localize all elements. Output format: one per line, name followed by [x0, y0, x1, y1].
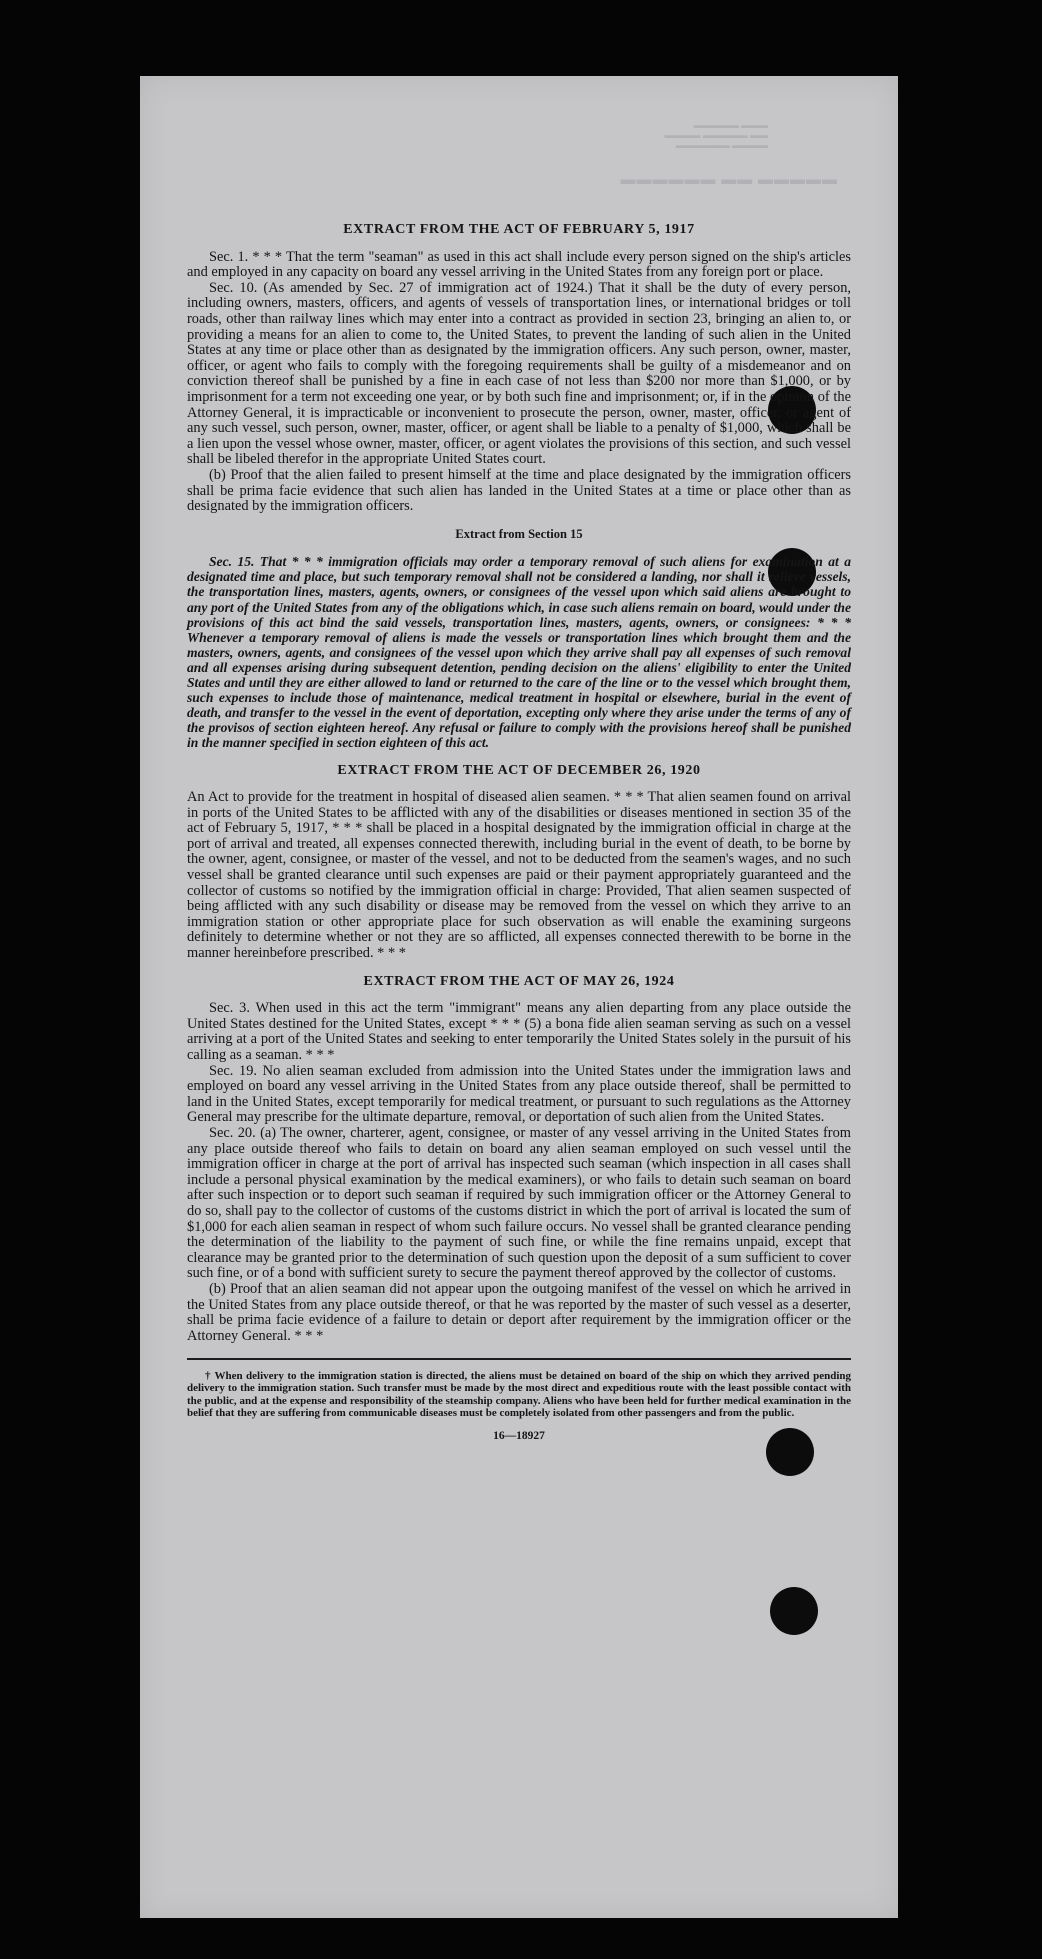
footnote-text: † When delivery to the immigration station is directed, the aliens must be detained on board of the ship on which they arrived pending delivery to the immigration station. Such transfer must be made by the most direct and expeditious route with the least possible contact with the public, and at the expense and responsibility of the steamship company. Aliens who have been held for further medical examination in the belief that they are suffering from communicable diseases must be completely isolated from other passengers and from the public. [187, 1370, 851, 1419]
document-page [140, 76, 898, 1918]
footnote-divider [187, 1358, 851, 1360]
paragraph-sec-3: Sec. 3. When used in this act the term "immigrant" means any alien departing from any place outside the United States destined for the United States, except * * * (5) a bona fide alien seaman serving as such on a vessel arriving at a port of the United States and seeking to enter temporarily the United States solely in the pursuit of his calling as a seaman. * * * [187, 1000, 851, 1063]
bleed-through-text: ▬▬▬▬▬ ▬▬▬ ▬▬▬▬ ▬▬▬▬▬ ▬▬ ▬▬▬▬▬▬ ▬▬▬▬ [664, 120, 768, 150]
heading-act-1917: EXTRACT FROM THE ACT OF FEBRUARY 5, 1917 [343, 222, 695, 237]
paragraph-sec-20-a: Sec. 20. (a) The owner, charterer, agent, consignee, or master of any vessel arriving in the United States from any place outside thereof who fails to detain on board any alien seaman employed on such vessel until the immigration officer in charge at the port of arrival has inspected such seaman (which inspection in all cases shall include a personal physical examination by the medical examiners), or who fails to detain such seaman on board after such inspection or to deport such seaman if required by such immigration officer or the Attorney General to do so, shall pay to the collector of customs of the customs district in which the port of arrival is located the sum of $1,000 for each alien seaman in respect of whom such failure occurs. No vessel shall be granted clearance pending the determination of the liability to the payment of such fine, or while the fine remains unpaid, except that clearance may be granted prior to the determination of such question upon the deposit of a sum sufficient to cover such fine, or of a bond with sufficient surety to secure the payment thereof approved by the collector of customs. [187, 1124, 851, 1282]
punch-hole [770, 1587, 818, 1635]
paragraph-sec-1: Sec. 1. * * * That the term "seaman" as used in this act shall include every person signed on the ship's articles and employed in any capacity on board any vessel arriving in the United States from any foreign port or place. [187, 248, 851, 281]
subheading-section-15: Extract from Section 15 [455, 526, 583, 541]
paragraph-sec-19: Sec. 19. No alien seaman excluded from admission into the United States under the immigration laws and employed on board any vessel arriving in the United States from any place outside thereof, shall be permitted to land in the United States, except temporarily for medical treatment, or pursuant to such regulations as the Attorney General may prescribe for the ultimate departure, removal, or deportation of such alien from the United States. [187, 1062, 851, 1126]
bleed-through-heading: ▬▬▬▬▬▬ ▬▬ ▬▬▬▬▬ [620, 172, 838, 188]
paragraph-sec-10-b: (b) Proof that the alien failed to present himself at the time and place designated by the immigration officers shall be prima facie evidence that such alien has landed in the United States at a time or place other than as designated by the immigration officers. [187, 466, 851, 515]
heading-act-1924: EXTRACT FROM THE ACT OF MAY 26, 1924 [363, 973, 675, 989]
footnote [187, 1370, 851, 1419]
paragraph-act-1920: An Act to provide for the treatment in hospital of diseased alien seamen. * * * That alien seamen found on arrival in ports of the United States to be afflicted with any of the disabilities or diseases mentioned in section 35 of the act of February 5, 1917, * * * shall be placed in a hospital designated by the immigration official in charge at the port of arrival and treated, all expenses connected therewith, including burial in the event of death, to be borne by the owner, agent, consignee, or master of the vessel, and not to be deducted from the seamen's wages, and no such vessel shall be granted clearance until such expenses are paid or their payment appropriately guaranteed and the collector of customs so notified by the immigration official in charge: Provided, That alien seamen suspected of being afflicted with any such disability or disease may be removed from the vessel on which they arrive to an immigration station or other appropriate place for such observation as will enable the examining surgeons definitely to determine whether or not they are so afflicted, all expenses connected therewith to be borne in the manner hereinbefore prescribed. * * * [187, 789, 851, 962]
italic-block-section-15 [187, 554, 851, 750]
document-body [187, 222, 851, 1445]
paragraph-sec-10: Sec. 10. (As amended by Sec. 27 of immigration act of 1924.) That it shall be the duty of every person, including owners, masters, officers, and agents of vessels of transportation lines, or international bridges or toll roads, other than railway lines which may enter into a contract as provided in section 23, bringing an alien to, or providing a means for an alien to come to, the United States, to prevent the landing of such alien in the United States at any time or place other than as designated by the immigration officers. Any such person, owner, master, officer, or agent who fails to comply with the foregoing requirements shall be guilty of a misdemeanor and on conviction thereof shall be punished by a fine in each case of not less than $200 nor more than $1,000, or by imprisonment for a term not exceeding one year, or by both such fine and imprisonment; or, if in the opinion of the Attorney General, it is impracticable or inconvenient to prosecute the person, owner, master, officer, or agent of any such vessel, such person, owner, master, officer, or agent shall be liable to a penalty of $1,000, which shall be a lien upon the vessel whose owner, master, officer, or agent violates the provisions of this section, and such vessel shall be libeled therefor in the appropriate United States court. [187, 279, 851, 468]
paragraph-sec-15: Sec. 15. That * * * immigration officials may order a temporary removal of such aliens for examination at a designated time and place, but such temporary removal shall not be considered a landing, nor shall it relieve vessels, the transportation lines, masters, agents, owners, or consignees of the vessel upon which said aliens are brought to any port of the United States from any of the obligations which, in case such aliens remain on board, would under the provisions of this act bind the said vessels, transportation lines, masters, agents, owners, or consignees: * * * Whenever a temporary removal of aliens is made the vessels or transportation lines which brought them and the masters, owners, agents, and consignees of the vessel upon which they arrive shall pay all expenses of such removal and all expenses arising during subsequent detention, pending decision on the aliens' eligibility to enter the United States and until they are either allowed to land or returned to the care of the line or to the vessel which brought them, such expenses to include those of maintenance, medical treatment in hospital or elsewhere, burial in the event of death, and transfer to the vessel in the event of deportation, excepting only where they arise under the terms of any of the provisos of section eighteen hereof. Any refusal or failure to comply with the provisions hereof shall be punished in the manner specified in section eighteen of this act. [187, 554, 851, 751]
paragraph-sec-20-b: (b) Proof that an alien seaman did not appear upon the outgoing manifest of the vessel on which he arrived in the United States from any place outside thereof, or that he was reported by the master of such vessel as a deserter, shall be prima facie evidence of a failure to detain or deport after requirement by the immigration officer or the Attorney General. * * * [187, 1280, 851, 1344]
heading-act-1920: EXTRACT FROM THE ACT OF DECEMBER 26, 1920 [337, 762, 701, 778]
form-number: 16—18927 [493, 1430, 545, 1443]
